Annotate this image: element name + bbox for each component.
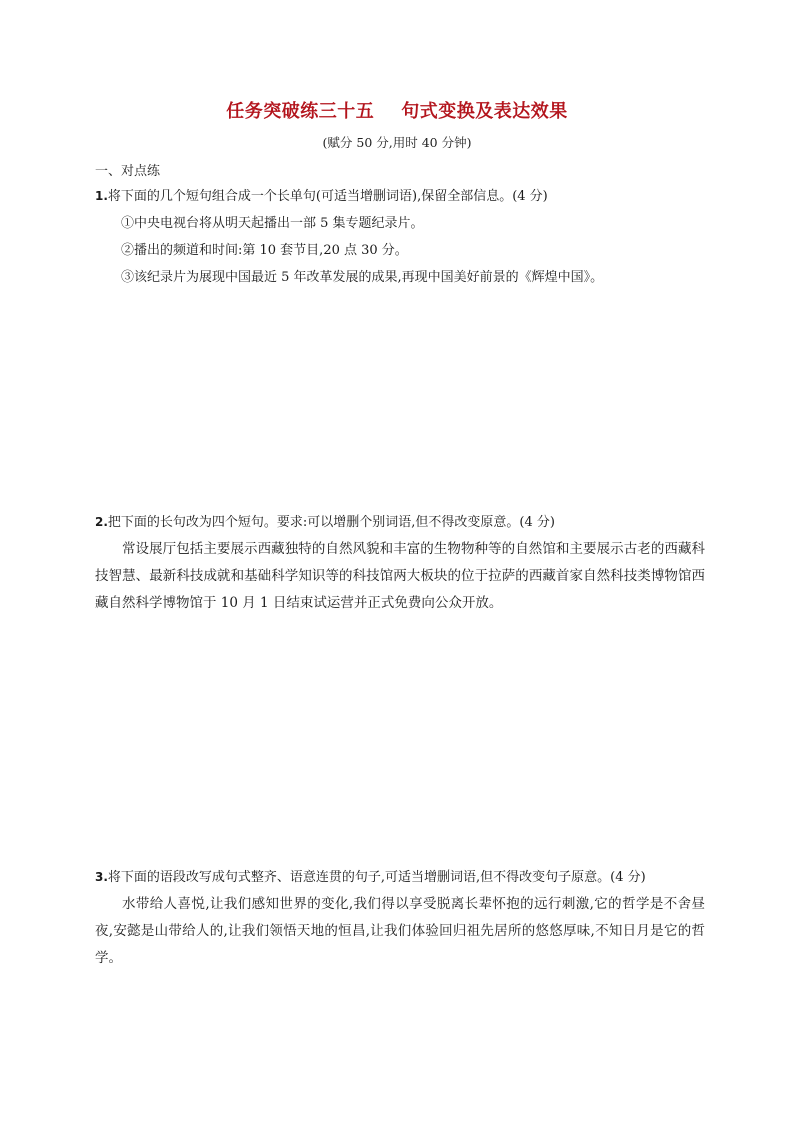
section-heading: 一、对点练 [95,164,161,179]
page-title: 任务突破练三十五 句式变换及表达效果 [226,101,568,122]
question-stem [95,509,705,536]
question-passage: 常设展厅包括主要展示西藏独特的自然风貌和丰富的生物物种等的自然馆和主要展示古老的西藏科技智慧、最新科技成就和基础科学知识等的科技馆两大板块的位于拉萨的西藏首家自然科技类博物馆西藏自然科学博物馆于 10 月 1 日结束试运营并正式免费向公众开放。 [95,541,705,611]
question-2 [95,509,705,617]
question-text: 将下面的语段改写成句式整齐、语意连贯的句子,可适当增删词语,但不得改变句子原意。(4 分) [107,870,646,885]
question-number: 2. [95,515,108,529]
question-text: 将下面的几个短句组合成一个长单句(可适当增删词语),保留全部信息。(4 分) [107,189,548,204]
list-item: ①中央电视台将从明天起播出一部 5 集专题纪录片。 [121,216,424,231]
list-item: ③该纪录片为展现中国最近 5 年改革发展的成果,再现中国美好前景的《辉煌中国》。 [121,270,604,285]
page-subtitle: (赋分 50 分,用时 40 分钟) [322,135,472,150]
question-text: 把下面的长句改为四个短句。要求:可以增删个别词语,但不得改变原意。(4 分) [107,515,555,530]
list-item: ②播出的频道和时间:第 10 套节目,20 点 30 分。 [121,243,408,258]
question-stem [95,183,705,210]
question-1 [95,183,705,291]
question-stem [95,864,705,891]
question-number: 1. [95,189,108,203]
question-3 [95,864,705,972]
question-number: 3. [95,870,108,884]
question-passage: 水带给人喜悦,让我们感知世界的变化,我们得以享受脱离长辈怀抱的远行刺激,它的哲学是不舍昼夜,安懿是山带给人的,让我们领悟天地的恒昌,让我们体验回归祖先居所的悠悠厚味,不知日月是它的哲学。 [95,896,705,966]
